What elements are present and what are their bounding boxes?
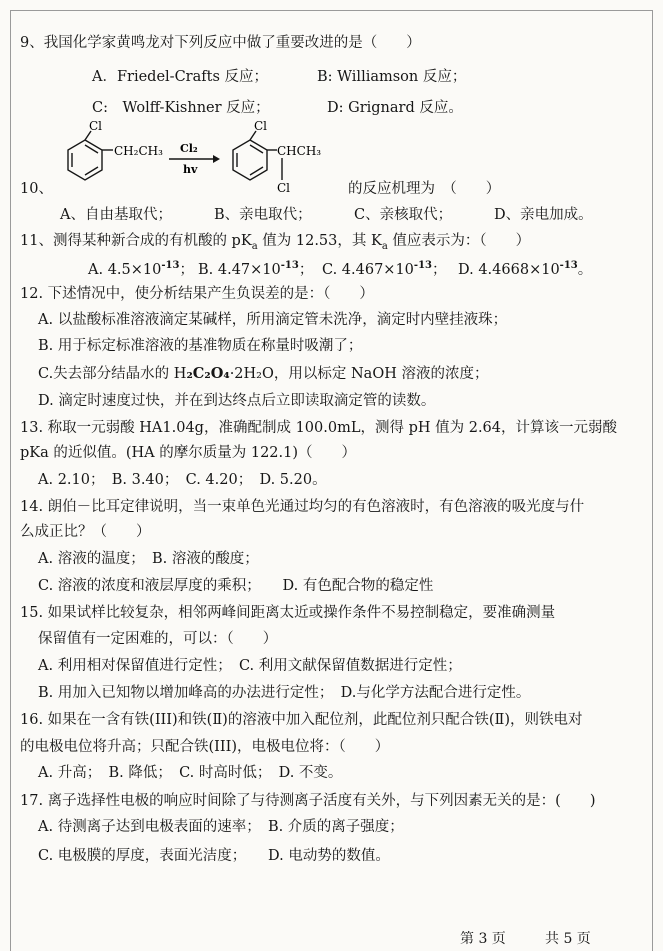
page-border-right (652, 10, 653, 951)
q14-line2: 么成正比？（ ） (20, 524, 151, 540)
q16-line1: 16. 如果在一含有铁(III)和铁(Ⅱ)的溶液中加入配位剂，此配位剂只配合铁(Ⅱ)，则铁电对 (20, 712, 583, 728)
q16-options: A. 升高； B. 降低； C. 时高时低； D. 不变。 (38, 765, 343, 781)
q12-option-a: A. 以盐酸标准溶液滴定某碱样，所用滴定管未洗净，滴定时内壁挂液珠； (38, 312, 508, 328)
q15-line1: 15. 如果试样比较复杂，相邻两峰间距离太近或操作条件不易控制稳定，要准确测量 (20, 605, 556, 621)
product-chain-cl: Cl (277, 181, 291, 195)
product-benzene-ring (233, 131, 282, 180)
q12-option-d: D. 滴定时速度过快，并在到达终点后立即读取滴定管的读数。 (38, 393, 436, 409)
reagent-hv: hv (183, 163, 198, 176)
q10-stem-tail: 的反应机理为 （ ） (348, 181, 501, 197)
q10-reaction-scheme (55, 118, 345, 200)
q17-options-cd: C. 电极膜的厚度，表面光洁度； D. 电动势的数值。 (38, 848, 390, 864)
q17-options-ab: A. 待测离子达到电极表面的速率； B. 介质的离子强度； (38, 819, 404, 835)
reagent-cl2: Cl₂ (180, 142, 198, 155)
q12-option-b: B. 用于标定标准溶液的基准物质在称量时吸潮了； (38, 338, 363, 354)
q9-option-b: B: Williamson 反应； (317, 69, 467, 85)
q15-line2: 保留值有一定困难的，可以：（ ） (38, 631, 278, 647)
q11-option-a: A. $4.5\times 10^{-13}$； (88, 260, 194, 278)
reactant-cl-label: Cl (89, 119, 103, 133)
q15-options-ac: A. 利用相对保留值进行定性； C. 利用文献保留值数据进行定性； (38, 658, 462, 674)
page-border-left (10, 10, 11, 951)
q10-number: 10、 (20, 181, 53, 197)
q13-options: A. 2.10； B. 3.40； C. 4.20； D. 5.20。 (38, 472, 327, 488)
q10-option-d: D、亲电加成。 (494, 207, 593, 223)
q10-option-c: C、亲核取代； (354, 207, 453, 223)
q15-options-bd: B. 用加入已知物以增加峰高的办法进行定性； D.与化学方法配合进行定性。 (38, 685, 531, 701)
q11-stem: 11、测得某种新合成的有机酸的 $pK_a$ 值为 12.53，其 $K_a$ 值应表示为：（ ） (20, 233, 531, 252)
q12-stem: 12. 下述情况中，使分析结果产生负误差的是：（ ） (20, 286, 374, 302)
reactant-benzene-ring (68, 131, 113, 180)
q9-option-c: C: Wolff-Kishner 反应； (92, 100, 270, 116)
page-total: 共 5 页 (545, 931, 591, 947)
reactant-side-chain: CH₂CH₃ (114, 144, 163, 158)
q9-option-a: A．Friedel-Crafts 反应； (92, 69, 268, 85)
q11-option-b: B. $4.47\times 10^{-13}$； (198, 260, 314, 278)
reaction-arrow (169, 155, 220, 163)
q17-line1: 17. 离子选择性电极的响应时间除了与待测离子活度有关外，与下列因素无关的是：( ) (20, 793, 596, 809)
page-border-top (10, 10, 653, 11)
q12-option-c: C.失去部分结晶水的 H₂C₂O₄·2H₂O，用以标定 NaOH 溶液的浓度； (38, 365, 489, 382)
product-side-chain: CHCH₃ (277, 144, 322, 158)
q9-option-d: D: Grignard 反应。 (327, 100, 463, 116)
q10-option-a: A、自由基取代； (60, 207, 172, 223)
q11-option-c: C. $4.467\times 10^{-13}$； (322, 260, 447, 278)
q9-stem: 9、我国化学家黄鸣龙对下列反应中做了重要改进的是（ ） (20, 35, 421, 51)
q14-line1: 14. 朗伯－比耳定律说明，当一束单色光通过均匀的有色溶液时，有色溶液的吸光度与什 (20, 499, 585, 515)
q10-option-b: B、亲电取代； (214, 207, 312, 223)
q14-options-cd: C. 溶液的浓度和液层厚度的乘积； D. 有色配合物的稳定性 (38, 578, 434, 594)
q13-line1: 13. 称取一元弱酸 HA1.04g，准确配制成 100.0mL，测得 pH 值为 2.64，计算该一元弱酸 (20, 420, 617, 436)
page-number: 第 3 页 (460, 931, 506, 947)
q13-line2: pKa 的近似值。(HA 的摩尔质量为 122.1)（ ） (20, 445, 357, 461)
q16-line2: 的电极电位将升高；只配合铁(III)，电极电位将：（ ） (20, 739, 390, 755)
q14-options-ab: A. 溶液的温度； B. 溶液的酸度； (38, 551, 259, 567)
q11-option-d: D. $4.4668\times 10^{-13}$。 (458, 260, 593, 278)
product-cl-label: Cl (254, 119, 268, 133)
